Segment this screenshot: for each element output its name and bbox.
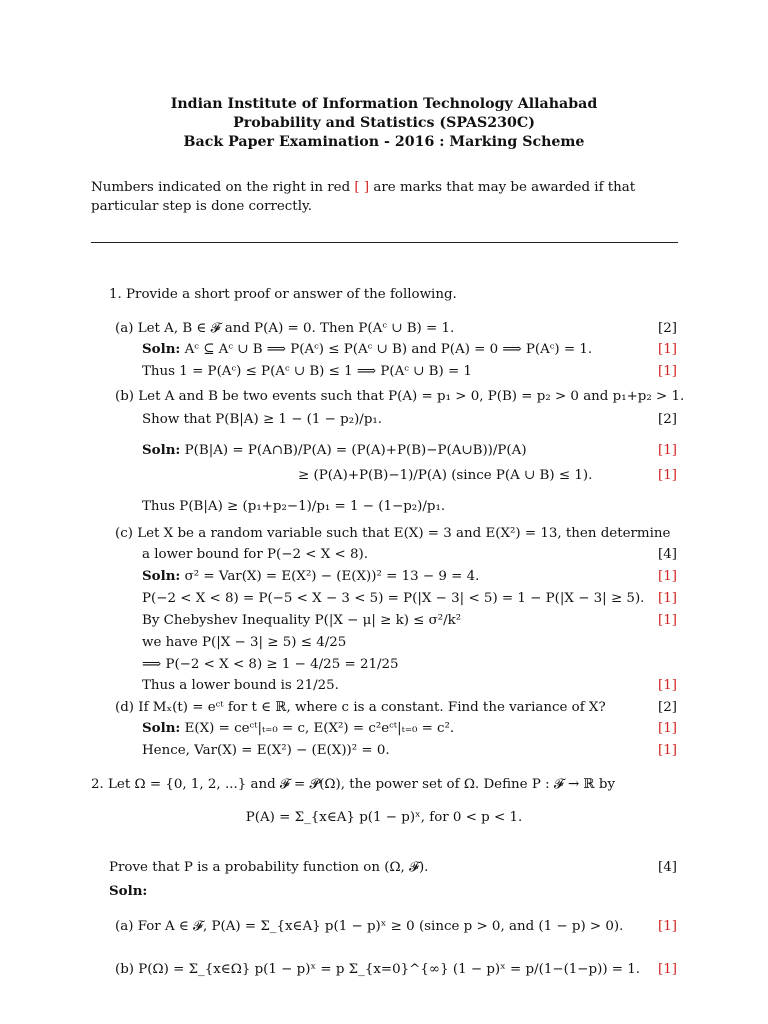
solution-line — [0, 676, 768, 698]
awarded-mark: [1] — [658, 678, 677, 693]
line-body: Show that P(B|A) ≥ 1 − (1 − p₂)/p₁. — [142, 412, 383, 427]
line-text — [142, 410, 382, 429]
line-body: Thus a lower bound is 21/25. — [142, 678, 339, 693]
solution-line — [0, 387, 768, 409]
line-text — [142, 441, 527, 460]
solution-line — [0, 524, 768, 546]
line-text — [142, 567, 479, 586]
intro-text-before: Numbers indicated on the right in red — [91, 180, 355, 195]
line-text — [0, 808, 768, 827]
solution-line — [0, 466, 768, 488]
line-text — [142, 340, 592, 359]
line-text — [142, 611, 461, 630]
solution-line — [0, 917, 768, 939]
course-title: Probability and Statistics (SPAS230C) — [233, 115, 535, 131]
question-mark-value: [4] — [658, 860, 677, 875]
line-body: (d) If Mₓ(t) = eᶜᵗ for t ∈ ℝ, where c is a constant. Find the variance of X? — [115, 700, 606, 715]
awarded-mark: [1] — [658, 721, 677, 736]
intro-text-after: are marks that may be awarded if that particular step is done correctly. — [91, 180, 636, 214]
soln-label: Soln: — [142, 442, 181, 458]
line-body: we have P(|X − 3| ≥ 5) ≤ 4/25 — [142, 635, 347, 650]
line-body: Thus 1 = P(Aᶜ) ≤ P(Aᶜ ∪ B) ≤ 1 ⟹ P(Aᶜ ∪ B) = 1 — [142, 364, 472, 379]
intro-red-brackets: [ ] — [354, 180, 370, 195]
line-text — [115, 524, 670, 543]
line-body: a lower bound for P(−2 < X < 8). — [142, 547, 368, 562]
line-text — [142, 545, 368, 564]
question-mark-value: [4] — [658, 547, 677, 562]
line-text — [142, 741, 390, 760]
line-text — [142, 655, 399, 674]
line-text — [142, 589, 644, 608]
line-body: (a) Let A, B ∈ 𝓕 and P(A) = 0. Then P(Aᶜ ∪ B) = 1. — [115, 321, 455, 336]
awarded-mark: [1] — [658, 468, 677, 483]
question-mark-value: [2] — [658, 412, 677, 427]
line-text — [142, 676, 339, 695]
line-body: ≥ (P(A)+P(B)−1)/P(A) (since P(A ∪ B) ≤ 1). — [298, 468, 593, 483]
solution-line — [0, 441, 768, 463]
solution-line — [0, 775, 768, 797]
exam-title: Back Paper Examination - 2016 : Marking Scheme — [183, 134, 585, 150]
solution-line — [0, 410, 768, 432]
awarded-mark: [1] — [658, 443, 677, 458]
line-body: (a) For A ∈ 𝓕, P(A) = Σ_{x∈A} p(1 − p)ˣ ≥ 0 (since p > 0, and (1 − p) > 0). — [115, 919, 624, 934]
line-body: (b) P(Ω) = Σ_{x∈Ω} p(1 − p)ˣ = p Σ_{x=0}^{∞} (1 − p)ˣ = p/(1−(1−p)) = 1. — [115, 962, 641, 977]
document-header — [0, 95, 768, 152]
solution-line — [0, 960, 768, 982]
solution-line — [0, 497, 768, 519]
line-body: 2. Let Ω = {0, 1, 2, ...} and 𝓕 = 𝓟(Ω), the power set of Ω. Define P : 𝓕 → ℝ by — [91, 777, 616, 792]
line-text — [142, 633, 346, 652]
solution-line — [0, 611, 768, 633]
line-body: (b) Let A and B be two events such that P(A) = p₁ > 0, P(B) = p₂ > 0 and p₁+p₂ > 1. — [115, 389, 685, 404]
line-body: Aᶜ ⊆ Aᶜ ∪ B ⟹ P(Aᶜ) ≤ P(Aᶜ ∪ B) and P(A) = 0 ⟹ P(Aᶜ) = 1. — [180, 342, 593, 357]
solution-line — [0, 741, 768, 763]
awarded-mark: [1] — [658, 591, 677, 606]
awarded-mark: [1] — [658, 613, 677, 628]
line-body: P(A) = Σ_{x∈A} p(1 − p)ˣ, for 0 < p < 1. — [245, 810, 523, 825]
soln-label: Soln: — [142, 568, 181, 584]
question-mark-value: [2] — [658, 321, 677, 336]
line-body: (c) Let X be a random variable such that E(X) = 3 and E(X²) = 13, then determine — [115, 526, 671, 541]
awarded-mark: [1] — [658, 962, 677, 977]
soln-label: Soln: — [142, 720, 181, 736]
solution-line — [0, 698, 768, 720]
solution-line — [0, 655, 768, 677]
line-body: 1. Provide a short proof or answer of the following. — [109, 287, 457, 302]
line-text — [109, 882, 147, 901]
solution-line — [0, 589, 768, 611]
line-text — [115, 698, 606, 717]
solution-line — [0, 340, 768, 362]
line-body: σ² = Var(X) = E(X²) − (E(X))² = 13 − 9 = 4. — [180, 569, 480, 584]
line-text — [298, 466, 592, 485]
institute-title: Indian Institute of Information Technology Allahabad — [170, 96, 598, 112]
line-body: By Chebyshev Inequality P(|X − μ| ≥ k) ≤ σ²/k² — [142, 613, 462, 628]
line-text — [115, 960, 640, 979]
line-text — [115, 319, 454, 338]
awarded-mark: [1] — [658, 919, 677, 934]
solution-line — [0, 285, 768, 307]
line-body: P(−2 < X < 8) = P(−5 < X − 3 < 5) = P(|X − 3| < 5) = 1 − P(|X − 3| ≥ 5). — [142, 591, 645, 606]
line-text — [109, 858, 428, 877]
intro-paragraph — [91, 178, 681, 216]
awarded-mark: [1] — [658, 569, 677, 584]
solution-line — [0, 882, 768, 904]
line-body: E(X) = ceᶜᵗ|ₜ₌₀ = c, E(X²) = c²eᶜᵗ|ₜ₌₀ = c². — [180, 721, 455, 736]
solution-line — [0, 808, 768, 830]
line-text — [142, 362, 472, 381]
solution-line — [0, 545, 768, 567]
solution-line — [0, 633, 768, 655]
solution-line — [0, 719, 768, 741]
line-text — [142, 719, 454, 738]
soln-label: Soln: — [142, 341, 181, 357]
horizontal-rule — [91, 242, 678, 243]
question-mark-value: [2] — [658, 700, 677, 715]
solution-line — [0, 319, 768, 341]
line-body: Thus P(B|A) ≥ (p₁+p₂−1)/p₁ = 1 − (1−p₂)/p₁. — [142, 499, 446, 514]
line-text — [142, 497, 445, 516]
line-body: ⟹ P(−2 < X < 8) ≥ 1 − 4/25 = 21/25 — [142, 657, 399, 672]
line-text — [115, 387, 684, 406]
solution-line — [0, 858, 768, 880]
line-text — [115, 917, 623, 936]
line-text — [91, 775, 615, 794]
awarded-mark: [1] — [658, 342, 677, 357]
line-body: Prove that P is a probability function on (Ω, 𝓕). — [109, 860, 429, 875]
awarded-mark: [1] — [658, 743, 677, 758]
line-body: Hence, Var(X) = E(X²) − (E(X))² = 0. — [142, 743, 390, 758]
solution-line — [0, 362, 768, 384]
awarded-mark: [1] — [658, 364, 677, 379]
solution-line — [0, 567, 768, 589]
soln-label: Soln: — [109, 883, 148, 899]
line-text — [109, 285, 457, 304]
line-body: P(B|A) = P(A∩B)/P(A) = (P(A)+P(B)−P(A∪B))/P(A) — [180, 443, 527, 458]
